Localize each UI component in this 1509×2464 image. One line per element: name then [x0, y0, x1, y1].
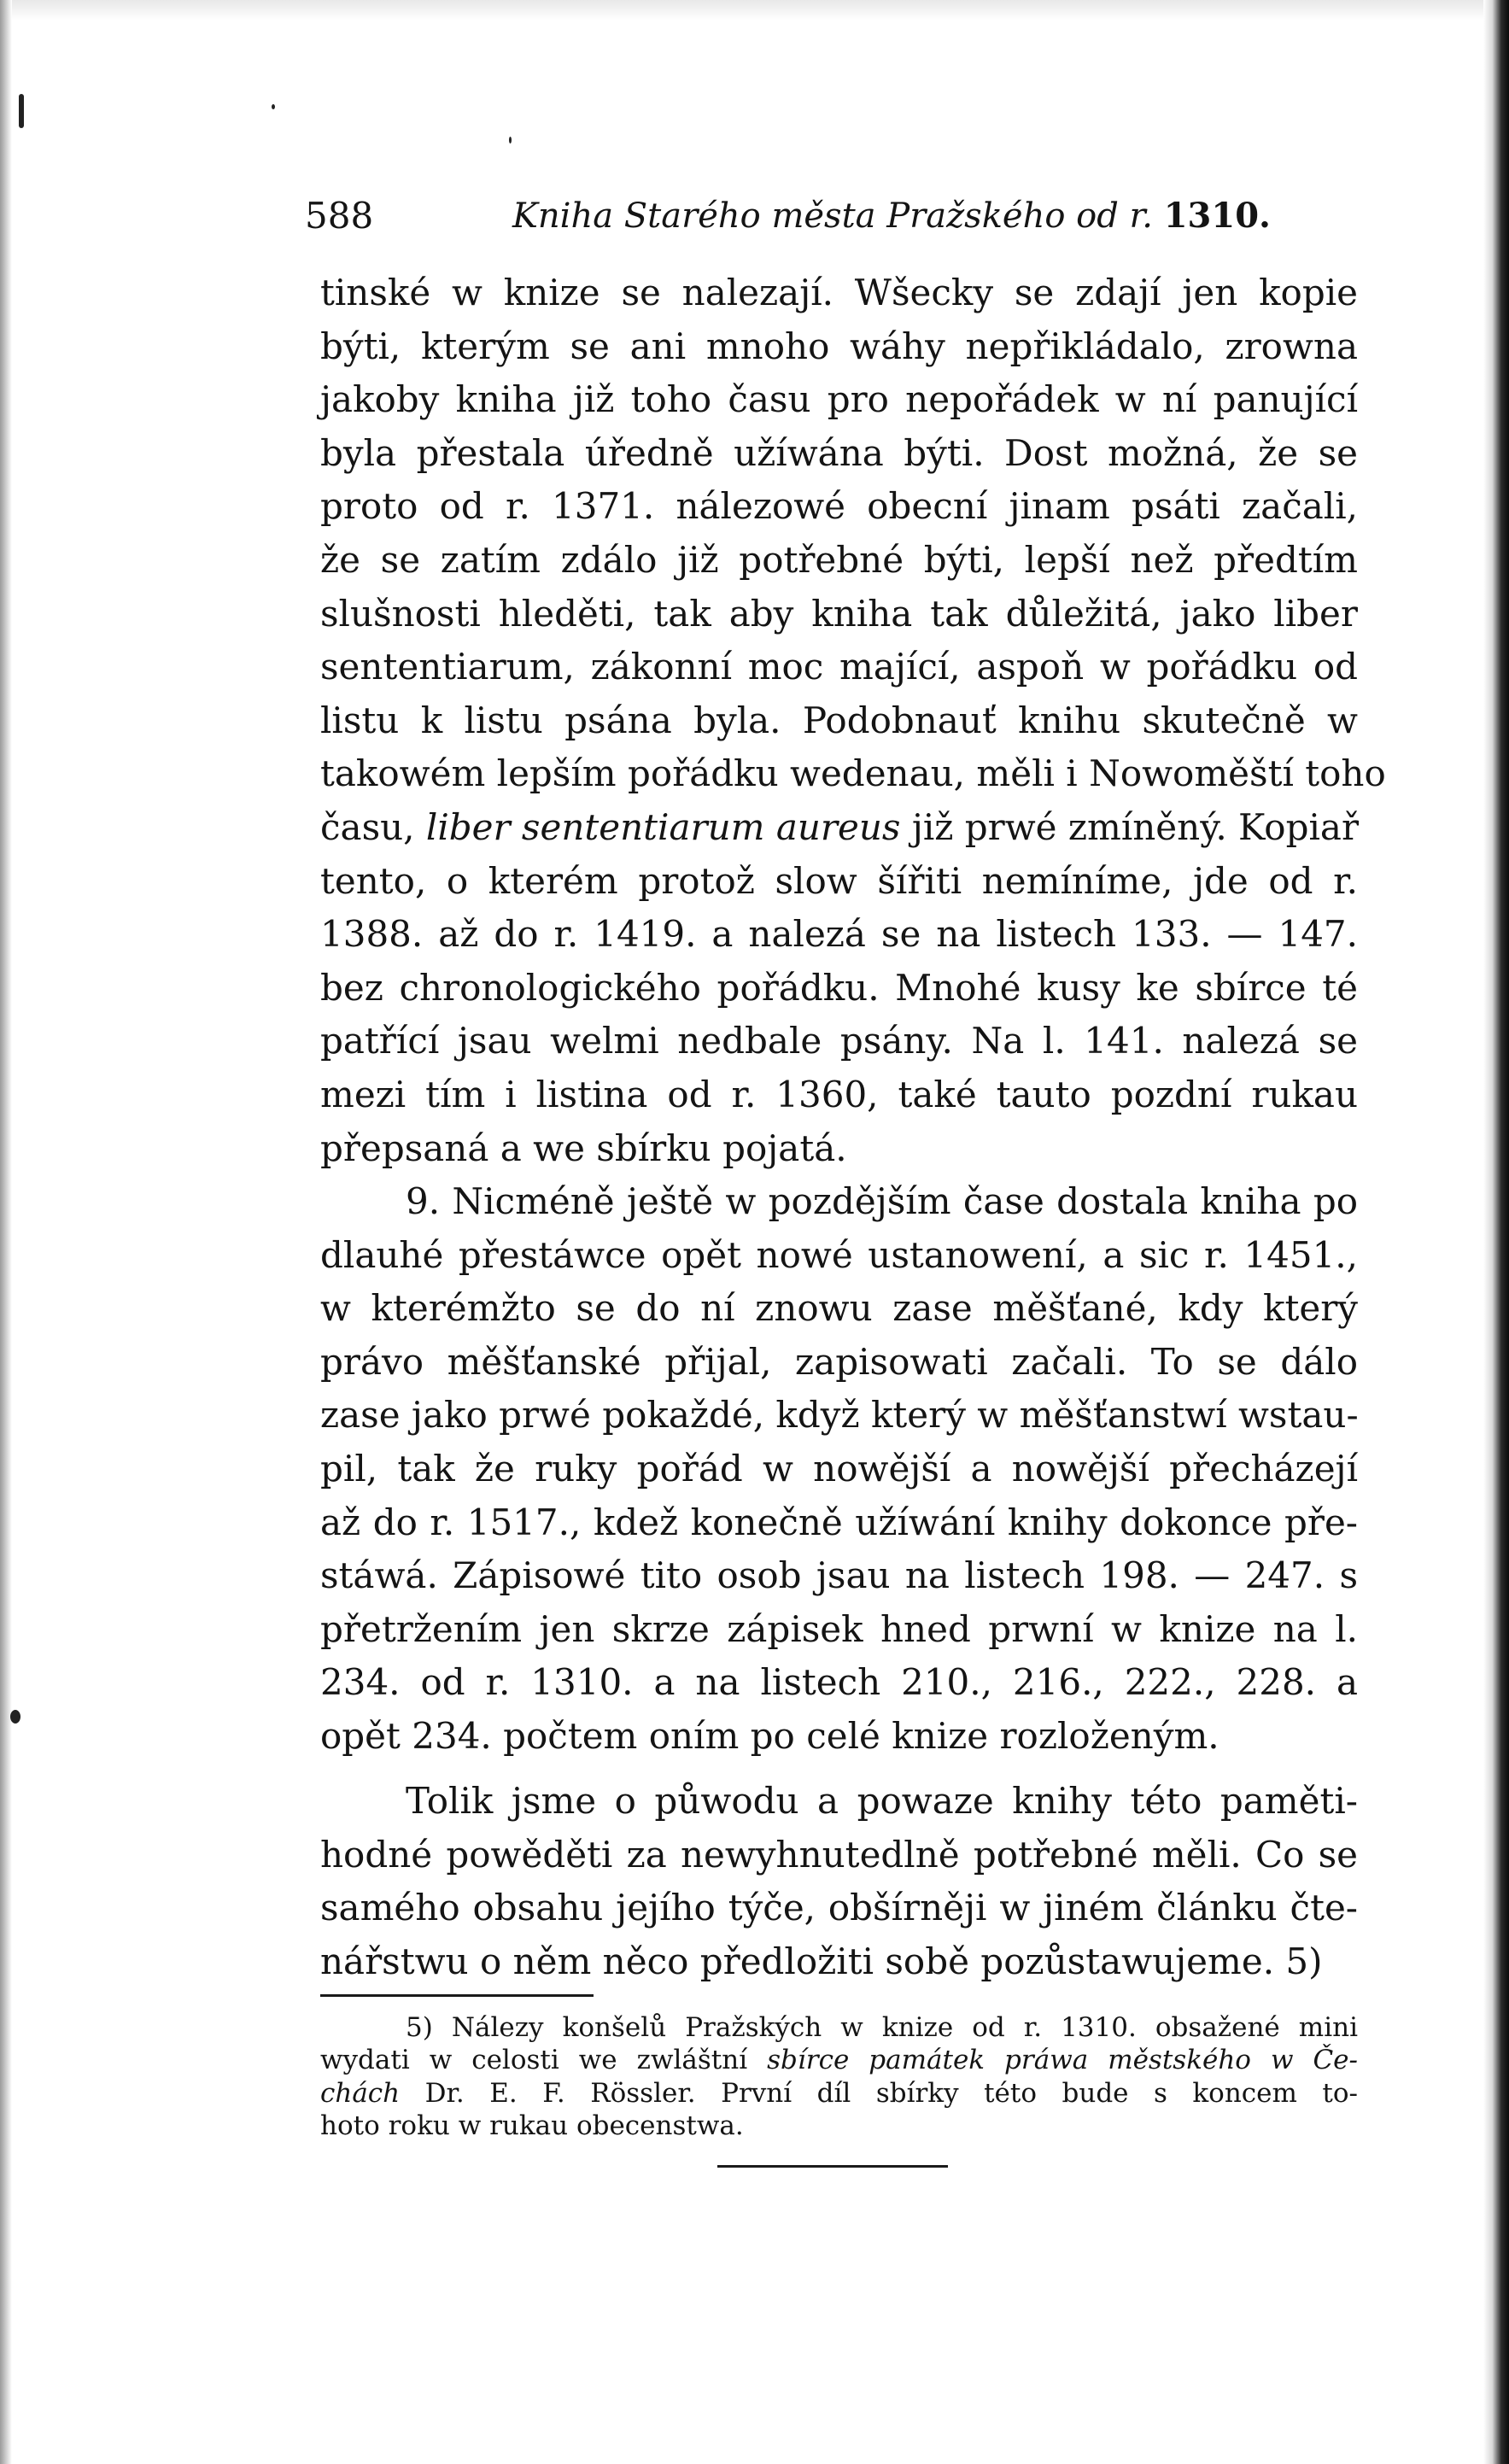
text-line: slušnosti hleděti, tak aby kniha tak důležitá, jako liber: [320, 592, 1358, 635]
text-fragment: Dr. E. F. Rössler. První díl sbírky této bude s koncem to-: [424, 2077, 1358, 2109]
text-line: právo měšťanské přijal, zapisowati začali. To se dálo: [320, 1340, 1358, 1383]
text-line: pil, tak že ruky pořád w nowější a nowější přecházejí: [320, 1447, 1358, 1490]
running-year: 1310.: [1163, 196, 1271, 236]
text-line: opět 234. počtem oním po celé knize rozloženým.: [320, 1714, 1219, 1757]
italic-title-liber-sententiarum: liber sententiarum aureus: [425, 805, 901, 848]
ink-speck: [272, 104, 275, 109]
ink-speck: [509, 137, 512, 143]
text-line: takowém lepším pořádku wedenau, měli i Nowoměští toho: [320, 752, 1386, 795]
text-line: 9. Nicméně ještě w pozdějším čase dostala kniha po: [406, 1180, 1358, 1222]
text-fragment: času,: [320, 805, 415, 848]
text-line: nářstwu o něm něco předložiti sobě pozůstawujeme. 5): [320, 1940, 1323, 1982]
ink-speck: [19, 94, 24, 128]
paragraph-3: [320, 1775, 1358, 1988]
text-fragment: wydati w celosti we zwláštní: [320, 2045, 748, 2076]
text-line: stáwá. Zápisowé tito osob jsau na listech 198. — 247. s: [320, 1554, 1358, 1597]
text-line: zase jako prwé pokaždé, když který w měšťanstwí wstau-: [320, 1394, 1359, 1437]
text-line: Tolik jsme o půwodu a powaze knihy této paměti-: [406, 1780, 1358, 1822]
text-line: tinské w knize se nalezají. Wšecky se zdají jen kopie: [320, 272, 1358, 313]
footnote-line: hoto roku w rukau obecenstwa.: [320, 2110, 744, 2142]
text-line: přetržením jen skrze zápisek hned prwní w knize na l.: [320, 1607, 1358, 1650]
paragraph-1: [320, 266, 1386, 1175]
text-line: byla přestala úředně užíwána býti. Dost možná, že se: [320, 431, 1358, 474]
text-line: listu k listu psána byla. Podobnauť knihu skutečně w: [320, 699, 1358, 741]
text-line: patřící jsau welmi nedbale psány. Na l. 141. nalezá se: [320, 1020, 1358, 1062]
footnote: [320, 2011, 1358, 2143]
footnote-line-with-italic: [320, 2044, 1358, 2076]
text-line: tento, o kterém protož slow šířiti nemíníme, jde od r.: [320, 859, 1358, 902]
scan-edge-left: [0, 0, 12, 2464]
scan-edge-right: [1483, 0, 1509, 2464]
ink-speck: [10, 1710, 20, 1724]
text-line: 234. od r. 1310. a na listech 210., 216., 222., 228. a: [320, 1661, 1358, 1704]
footnote-line-with-italic: [320, 2077, 1358, 2110]
text-line: dlauhé přestáwce opět nowé ustanowení, a sic r. 1451.,: [320, 1233, 1358, 1276]
text-line: přepsaná a we sbírku pojatá.: [320, 1127, 847, 1169]
text-line: samého obsahu jejího týče, obšírněji w jiném článku čte-: [320, 1887, 1358, 1929]
running-title: Kniha Starého města Pražského od r.: [512, 196, 1153, 236]
running-head: [512, 195, 1271, 237]
text-line: sententiarum, zákonní moc mající, aspoň w pořádku od: [320, 646, 1358, 688]
text-line: 1388. až do r. 1419. a nalezá se na listech 133. — 147.: [320, 913, 1358, 956]
footnote-line: 5) Nálezy konšelů Pražských w knize od r. 1310. obsažené mini: [406, 2012, 1358, 2043]
text-line: mezi tím i listina od r. 1360, také tauto pozdní rukau: [320, 1073, 1358, 1115]
footnote-divider: [320, 1994, 594, 1997]
italic-title-sbirce: sbírce památek práwa městského w Če-: [767, 2045, 1358, 2076]
text-fragment: již prwé zmíněný. Kopiař: [911, 805, 1360, 848]
page-number: 588: [305, 195, 374, 237]
text-line-with-italic: [320, 801, 1358, 855]
text-line: až do r. 1517., kdež konečně užíwání knihy dokonce pře-: [320, 1501, 1358, 1543]
end-divider: [717, 2165, 948, 2168]
text-line: w kterémžto se do ní znowu zase měšťané, kdy který: [320, 1287, 1358, 1330]
text-line: že se zatím zdálo již potřebné býti, lepší než předtím: [320, 538, 1358, 581]
scan-edge-top: [0, 0, 1509, 20]
text-line: býti, kterým se ani mnoho wáhy nepřikládalo, zrowna: [320, 325, 1358, 367]
paragraph-2: [320, 1175, 1358, 1764]
text-line: jakoby kniha již toho času pro nepořádek w ní panující: [320, 378, 1358, 421]
italic-word-chach: chách: [320, 2077, 401, 2109]
text-line: bez chronologického pořádku. Mnohé kusy ke sbírce té: [320, 966, 1358, 1009]
text-line: hodné powěděti za newyhnutedlně potřebné měli. Co se: [320, 1833, 1358, 1876]
text-line: proto od r. 1371. nálezowé obecní jinam psáti začali,: [320, 485, 1358, 528]
